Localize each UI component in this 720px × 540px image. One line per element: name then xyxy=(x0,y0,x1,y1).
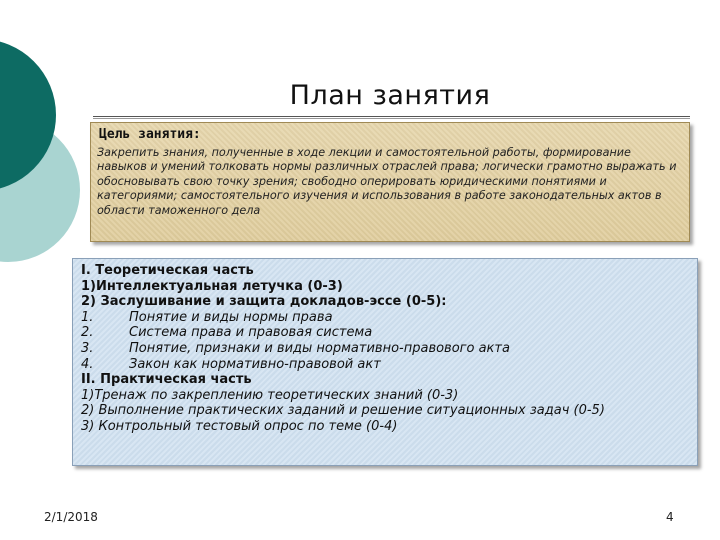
plan-line-section-2: II. Практическая часть xyxy=(81,372,252,388)
plan-line-section-1: I. Теоретическая часть xyxy=(81,263,254,278)
footer-date: 2/1/2018 xyxy=(44,510,98,524)
plan-line-item: 2) Выполнение практических заданий и решение ситуационных задач (0-5) xyxy=(81,403,605,419)
plan-line-subitem: 4. Закон как нормативно-правовой акт xyxy=(81,356,381,372)
plan-box xyxy=(72,258,698,466)
page-number: 4 xyxy=(666,510,674,524)
goal-box xyxy=(90,122,690,242)
goal-heading: Цель занятия: xyxy=(99,127,201,142)
goal-text: Закрепить знания, полученные в ходе лекции и самостоятельной работы, формирование навыков и умений толковать нормы различных отраслей права; логически грамотно выражать и обосновывать свою точку зрения; свободно оперировать юридическими понятиями и категориями; самостоятельного изучения и использования в работе законодательных актов в области таможенного дела xyxy=(97,146,677,217)
plan-line-item: 1)Интеллектуальная летучка (0-3) xyxy=(81,278,343,294)
plan-line-item: 2) Заслушивание и защита докладов-эссе (0-5): xyxy=(81,294,447,310)
plan-line-subitem: 3. Понятие, признаки и виды нормативно-правового акта xyxy=(81,340,510,356)
plan-line-subitem: 1. Понятие и виды нормы права xyxy=(81,309,333,325)
plan-line-subitem: 2. Система права и правовая система xyxy=(81,325,373,341)
slide-title: План занятия xyxy=(289,80,491,111)
plan-line-item: 3) Контрольный тестовый опрос по теме (0-4) xyxy=(81,418,398,434)
plan-line-item: 1)Тренаж по закреплению теоретических знаний (0-3) xyxy=(81,387,459,403)
title-divider xyxy=(93,116,690,119)
